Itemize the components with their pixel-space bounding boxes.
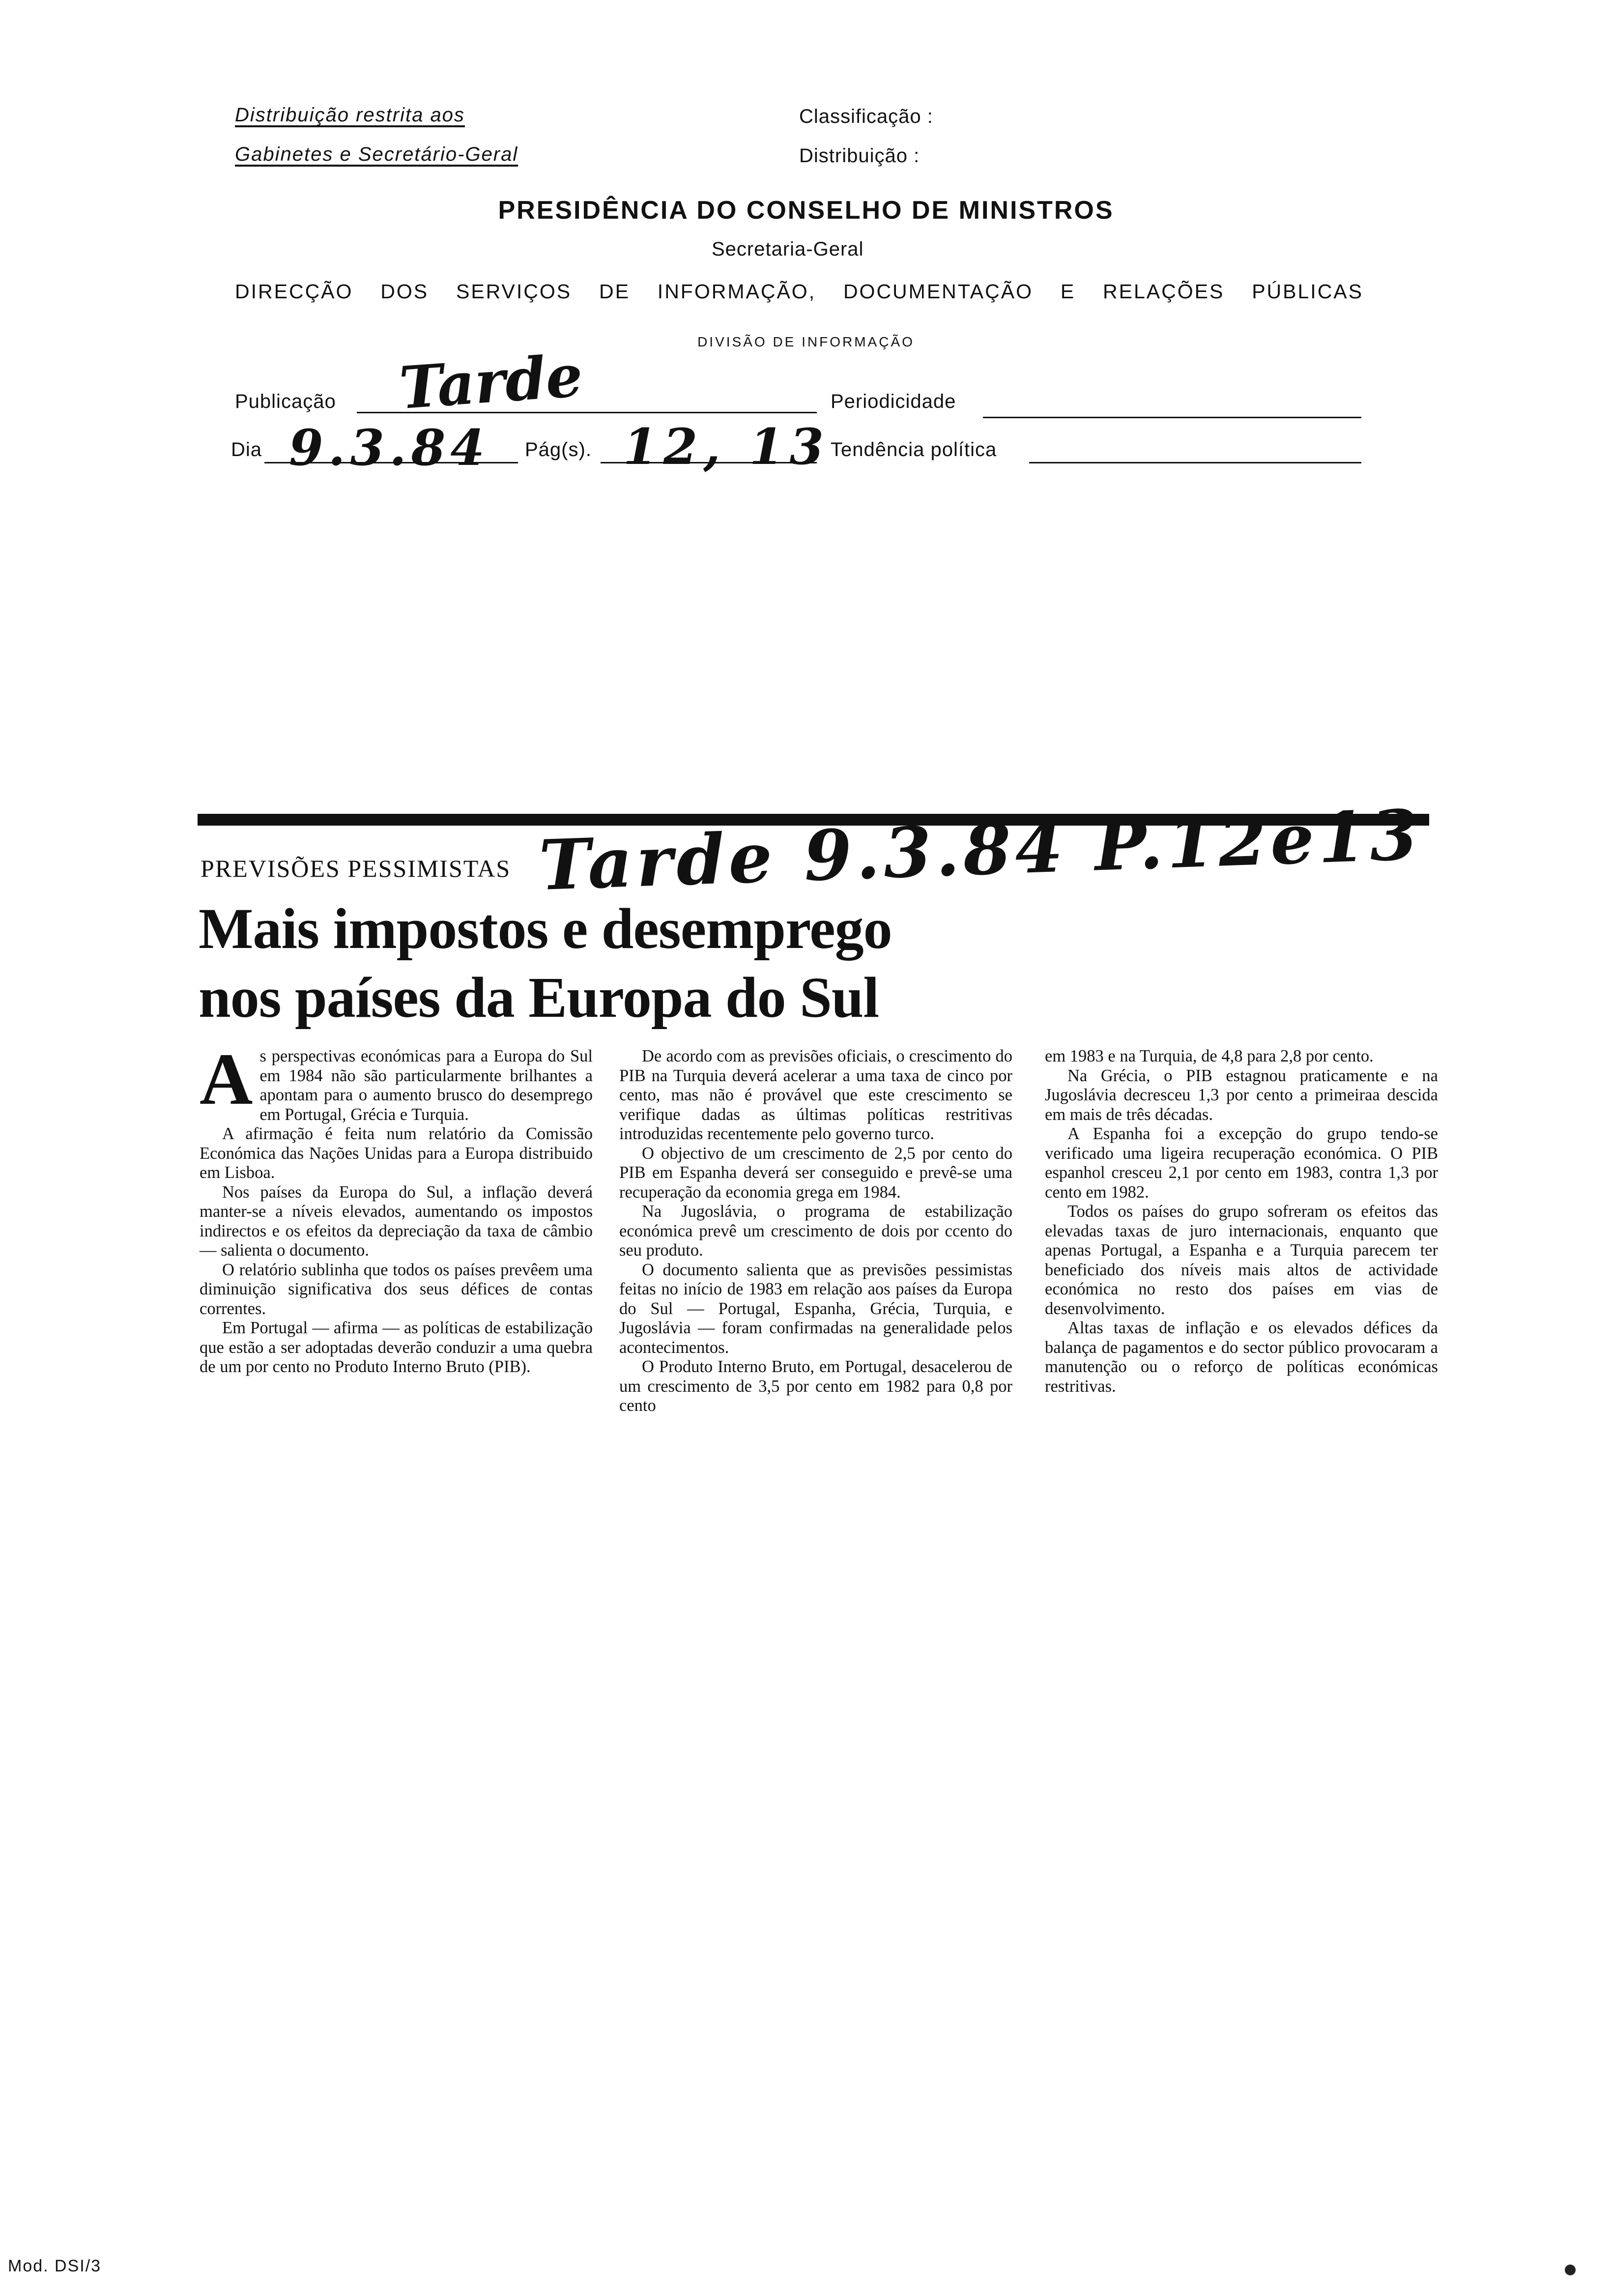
- form-code: Mod. DSI/3: [8, 2257, 102, 2275]
- paragraph: O objectivo de um crescimento de 2,5 por cento do PIB em Espanha deverá ser conseguido e prevê-se uma recuperação da economia grega em 1984.: [619, 1144, 1012, 1202]
- periodicity-underline: [983, 417, 1361, 418]
- paragraph: A afirmação é feita num relatório da Comissão Económica das Nações Unidas para a Europa distribuido em Lisboa.: [200, 1124, 593, 1182]
- pages-label: Pág(s).: [525, 439, 592, 460]
- distribution-label: Distribuição :: [799, 145, 920, 167]
- paragraph: A Espanha foi a excepção do grupo tendo-se verificado uma ligeira recuperação económica. O PIB espanhol cresceu 2,1 por cento em 1983, contra 1,3 por cento em 1982.: [1045, 1124, 1438, 1202]
- publication-handwritten-value: Tarde: [397, 341, 585, 422]
- day-label: Dia: [231, 439, 262, 460]
- paragraph: Na Grécia, o PIB estagnou praticamente e na Jugoslávia decresceu 1,3 por cento a primeiraa descida em mais de três décadas.: [1045, 1066, 1438, 1124]
- article-column-3: [1045, 1047, 1438, 1396]
- paragraph: em 1983 e na Turquia, de 4,8 para 2,8 por cento.: [1045, 1047, 1374, 1065]
- article-headline-line2: nos países da Europa do Sul: [199, 965, 879, 1030]
- article-dropcap: A: [200, 1038, 253, 1120]
- article-column-1: [200, 1038, 593, 1377]
- paragraph: Na Jugoslávia, o programa de estabilização económica prevê um crescimento de dois por ccento do seu produto.: [619, 1202, 1012, 1260]
- paragraph: De acordo com as previsões oficiais, o crescimento do PIB na Turquia deverá acelerar a uma taxa de cinco por cento, mas não é provável que este crescimento se verifique dadas as últimas políticas restritivas introduzidas recentemente pelo governo turco.: [619, 1047, 1012, 1143]
- scan-speck: [1565, 2265, 1576, 2275]
- paragraph: Altas taxas de inflação e os elevados défices da balança de pagamentos e do sector público provocaram a manutenção ou o reforço de políticas económicas restritivas.: [1045, 1319, 1438, 1396]
- political-tendency-label: Tendência política: [831, 439, 997, 460]
- political-tendency-underline: [1029, 462, 1361, 463]
- org-subtitle: Secretaria-Geral: [712, 238, 864, 260]
- handwritten-clipping-note: Tarde 9.3.84 P.12e13: [538, 795, 1423, 906]
- distribution-restriction-line2: Gabinetes e Secretário-Geral: [235, 144, 518, 165]
- paragraph: Em Portugal — afirma — as políticas de estabilização que estão a ser adoptadas deverão conduzir a uma quebra de um por cento no Produto Interno Bruto (PIB).: [200, 1319, 593, 1376]
- pages-handwritten-value: 12, 13: [623, 418, 830, 476]
- distribution-restriction-line1: Distribuição restrita aos: [235, 104, 465, 126]
- paragraph: O relatório sublinha que todos os países prevêem uma diminuição significativa dos seus défices de contas correntes.: [200, 1260, 593, 1318]
- paragraph: O documento salienta que as previsões pessimistas feitas no início de 1983 em relação aos países da Europa do Sul — Portugal, Espanha, Grécia, Turquia, e Jugoslávia — foram confirmadas na generalidade pelos acontecimentos.: [619, 1260, 1012, 1357]
- paragraph: Nos países da Europa do Sul, a inflação deverá manter-se a níveis elevados, aumentando os impostos indirectos e os efeitos da depreciação da taxa de câmbio — salienta o documento.: [200, 1182, 593, 1260]
- article-headline-line1: Mais impostos e desemprego: [199, 896, 892, 961]
- periodicity-label: Periodicidade: [831, 391, 956, 412]
- publication-label: Publicação: [235, 391, 336, 412]
- paragraph: O Produto Interno Bruto, em Portugal, desacelerou de um crescimento de 3,5 por cento em 1982 para 0,8 por cento: [619, 1357, 1012, 1415]
- division-title: DIVISÃO DE INFORMAÇÃO: [697, 334, 915, 349]
- paragraph: Todos os países do grupo sofreram os efeitos das elevadas taxas de juro internacionais, enquanto que apenas Portugal, a Espanha e a Turquia parecem ter beneficiado dos níveis mais altos de actividade económica no resto dos países em vias de desenvolvimento.: [1045, 1202, 1438, 1318]
- classification-label: Classificação :: [799, 106, 933, 127]
- article-column-2: [619, 1047, 1012, 1416]
- org-title: PRESIDÊNCIA DO CONSELHO DE MINISTROS: [498, 196, 1114, 225]
- paragraph: s perspectivas económicas para a Europa do Sul em 1984 não são particularmente brilhantes a apontam para o aumento brusco do desemprego em Portugal, Grécia e Turquia.: [259, 1047, 593, 1124]
- directorate-title: DIRECÇÃO DOS SERVIÇOS DE INFORMAÇÃO, DOCUMENTAÇÃO E RELAÇÕES PÚBLICAS: [235, 280, 1363, 303]
- day-handwritten-value: 9.3.84: [289, 419, 489, 477]
- article-kicker: PREVISÕES PESSIMISTAS: [201, 855, 511, 882]
